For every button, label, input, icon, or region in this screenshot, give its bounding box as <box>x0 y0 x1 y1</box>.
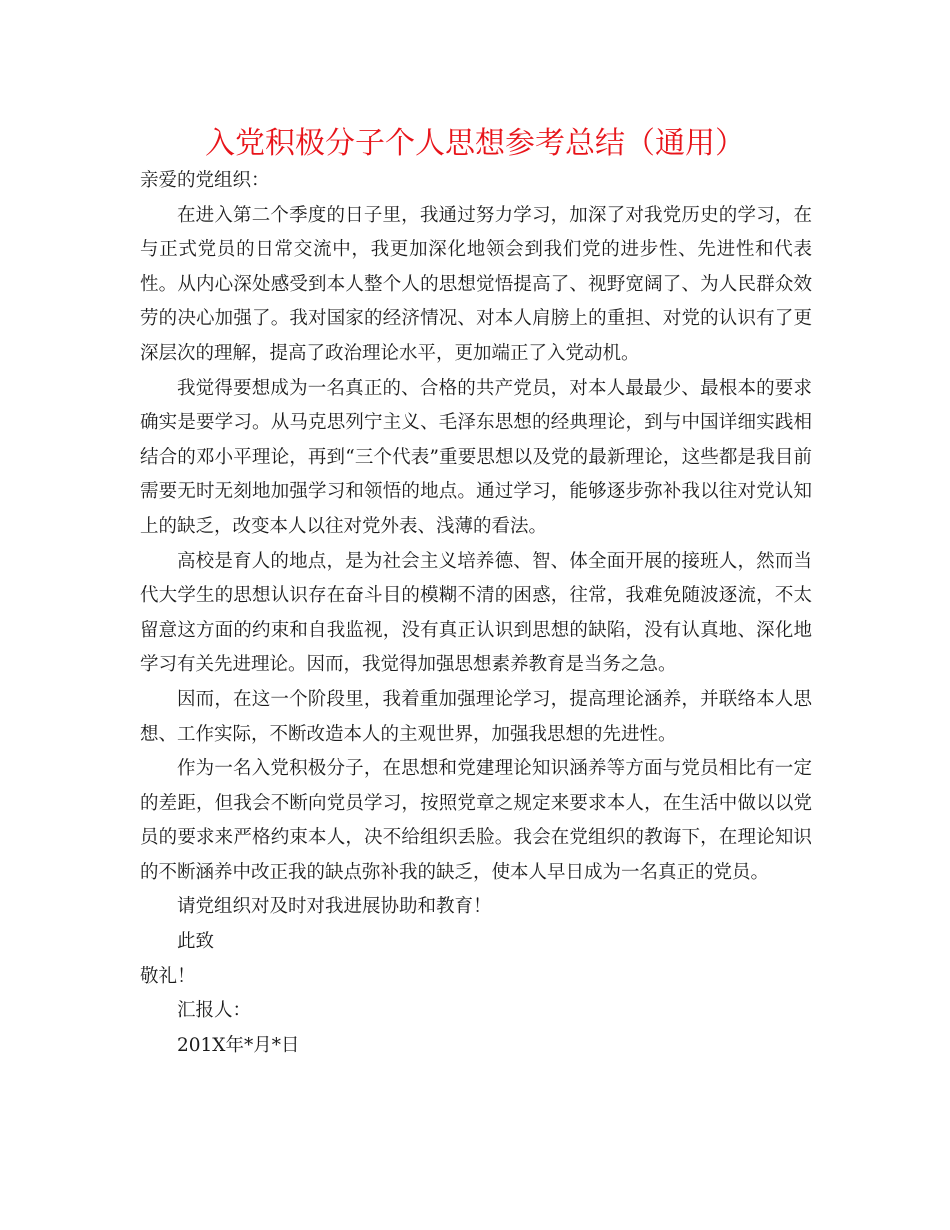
closing-greeting: 此致 <box>177 931 215 953</box>
paragraph-5: 作为一名入党积极分子，在思想和党建理论知识涵养等方面与党员相比有一定的差距，但我会不断向党员学习，按照党章之规定来要求本人，在生活中做以以党员的要求来严格约束本人，决不给组织丢脸。我会在党组织的教诲下，在理论知识的不断涵养中改正我的缺点弥补我的缺乏，使本人早日成为一名真正的党员。 <box>140 758 812 883</box>
paragraph-3: 高校是育人的地点，是为社会主义培养德、智、体全面开展的接班人，然而当代大学生的思想认识存在奋斗目的模糊不清的困惑，往常，我难免随波逐流，不太留意这方面的约束和自我监视，没有真正认识到思想的缺陷，没有认真地、深化地学习有关先进理论。因而，我觉得加强思想素养教育是当务之急。 <box>140 550 812 676</box>
document-body <box>140 164 812 1063</box>
report-date: 201X年*月*日 <box>177 1034 300 1056</box>
paragraph-1: 在进入第二个季度的日子里，我通过努力学习，加深了对我党历史的学习，在与正式党员的日常交流中，我更加深化地领会到我们党的进步性、先进性和代表性。从内心深处感受到本人整个人的思想觉悟提高了、视野宽阔了、为人民群众效劳的决心加强了。我对国家的经济情况、对本人肩膀上的重担、对党的认识有了更深层次的理解，提高了政治理论水平，更加端正了入党动机。 <box>140 204 812 364</box>
reporter-label: 汇报人： <box>177 1000 252 1022</box>
paragraph-2: 我觉得要想成为一名真正的、合格的共产党员，对本人最最少、最根本的要求确实是要学习。从马克思列宁主义、毛泽东思想的经典理论，到与中国详细实践相结合的邓小平理论，再到“三个代表”重要思想以及党的最新理论，这些都是我目前需要无时无刻地加强学习和领悟的地点。通过学习，能够逐步弥补我以往对党认知上的缺乏，改变本人以往对党外表、浅薄的看法。 <box>140 377 812 537</box>
paragraph-4: 因而，在这一个阶段里，我着重加强理论学习，提高理论涵养，并联络本人思想、工作实际，不断改造本人的主观世界，加强我思想的先进性。 <box>140 688 812 745</box>
salutation: 亲爱的党组织： <box>140 170 270 191</box>
document-title: 入党积极分子个人思想参考总结（通用） <box>205 126 745 161</box>
paragraph-6: 请党组织对及时对我进展协助和教育！ <box>177 896 492 918</box>
closing-salute: 敬礼！ <box>140 965 196 987</box>
